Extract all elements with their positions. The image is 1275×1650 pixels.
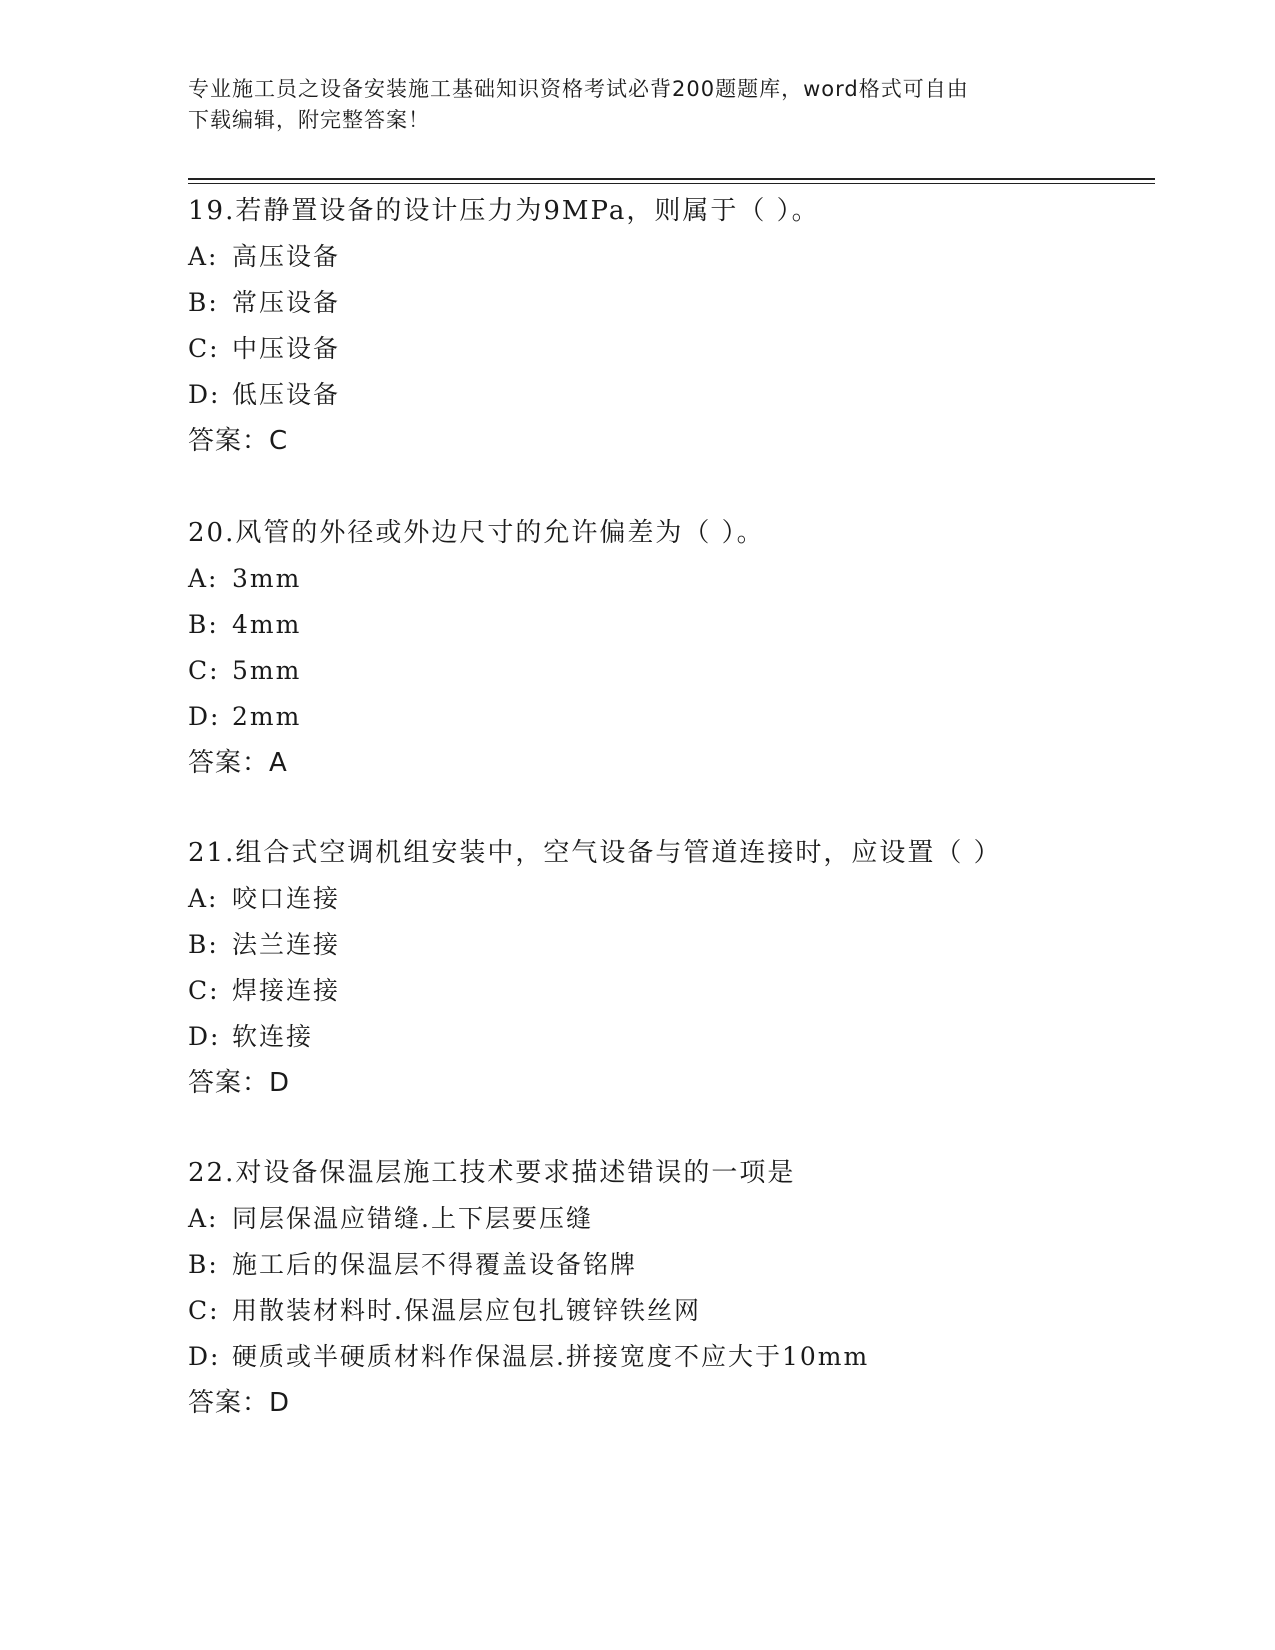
option-a: [188, 234, 1148, 280]
answer: 答案：A: [188, 748, 288, 778]
option-text: 软连接: [232, 1022, 314, 1051]
option-letter: A:: [188, 242, 219, 271]
question-text: 22.对设备保温层施工技术要求描述错误的一项是: [188, 1158, 796, 1188]
option-text: 高压设备: [232, 242, 341, 271]
option-d: [188, 694, 1148, 740]
option-text: 法兰连接: [232, 930, 341, 959]
option-letter: A:: [188, 1204, 219, 1233]
option-letter: A:: [188, 884, 219, 913]
option-text: 施工后的保温层不得覆盖设备铭牌: [232, 1250, 638, 1279]
answer: 答案：D: [188, 1388, 291, 1418]
option-text: 焊接连接: [232, 976, 341, 1005]
option-b: [188, 922, 1148, 968]
option-letter: D:: [188, 1342, 221, 1371]
option-text: 中压设备: [232, 334, 341, 363]
option-letter: D:: [188, 1022, 221, 1051]
option-b: [188, 280, 1148, 326]
option-d: [188, 1334, 1148, 1380]
header-divider-thick: [188, 178, 1155, 180]
option-letter: A:: [188, 564, 219, 593]
option-letter: C:: [188, 656, 220, 685]
option-letter: D:: [188, 380, 221, 409]
option-text: 常压设备: [232, 288, 341, 317]
question-21: [188, 830, 1148, 1106]
option-c: [188, 326, 1148, 372]
option-text: 2mm: [232, 702, 302, 731]
header-line-1: 专业施工员之设备安装施工基础知识资格考试必背200题题库，word格式可自由: [188, 77, 969, 101]
option-letter: C:: [188, 334, 220, 363]
question-text: 20.风管的外径或外边尺寸的允许偏差为（ ）。: [188, 518, 765, 548]
option-letter: B:: [188, 610, 219, 639]
option-letter: D:: [188, 702, 221, 731]
option-text: 咬口连接: [232, 884, 341, 913]
answer: 答案：D: [188, 1068, 291, 1098]
option-letter: C:: [188, 976, 220, 1005]
option-text: 5mm: [232, 656, 302, 685]
option-text: 4mm: [232, 610, 302, 639]
option-letter: B:: [188, 1250, 219, 1279]
option-b: [188, 1242, 1148, 1288]
option-letter: C:: [188, 1296, 220, 1325]
option-text: 3mm: [232, 564, 302, 593]
option-c: [188, 1288, 1148, 1334]
answer: 答案：C: [188, 426, 289, 456]
option-text: 硬质或半硬质材料作保温层.拼接宽度不应大于10mm: [232, 1342, 870, 1371]
option-letter: B:: [188, 930, 219, 959]
question-22: [188, 1150, 1148, 1426]
option-text: 同层保温应错缝.上下层要压缝: [232, 1204, 593, 1233]
option-text: 用散装材料时.保温层应包扎镀锌铁丝网: [232, 1296, 701, 1325]
header-line-2: 下载编辑，附完整答案！: [188, 108, 430, 132]
option-d: [188, 1014, 1148, 1060]
question-text: 19.若静置设备的设计压力为9MPa，则属于（ ）。: [188, 196, 820, 226]
question-text: 21.组合式空调机组安装中，空气设备与管道连接时，应设置（ ）: [188, 838, 1002, 868]
question-19: [188, 188, 1148, 464]
header-divider-thin: [188, 183, 1155, 184]
option-b: [188, 602, 1148, 648]
option-a: [188, 1196, 1148, 1242]
option-c: [188, 968, 1148, 1014]
document-header: [188, 74, 1078, 136]
option-letter: B:: [188, 288, 219, 317]
option-d: [188, 372, 1148, 418]
option-text: 低压设备: [232, 380, 341, 409]
option-a: [188, 876, 1148, 922]
question-20: [188, 510, 1148, 786]
option-c: [188, 648, 1148, 694]
option-a: [188, 556, 1148, 602]
